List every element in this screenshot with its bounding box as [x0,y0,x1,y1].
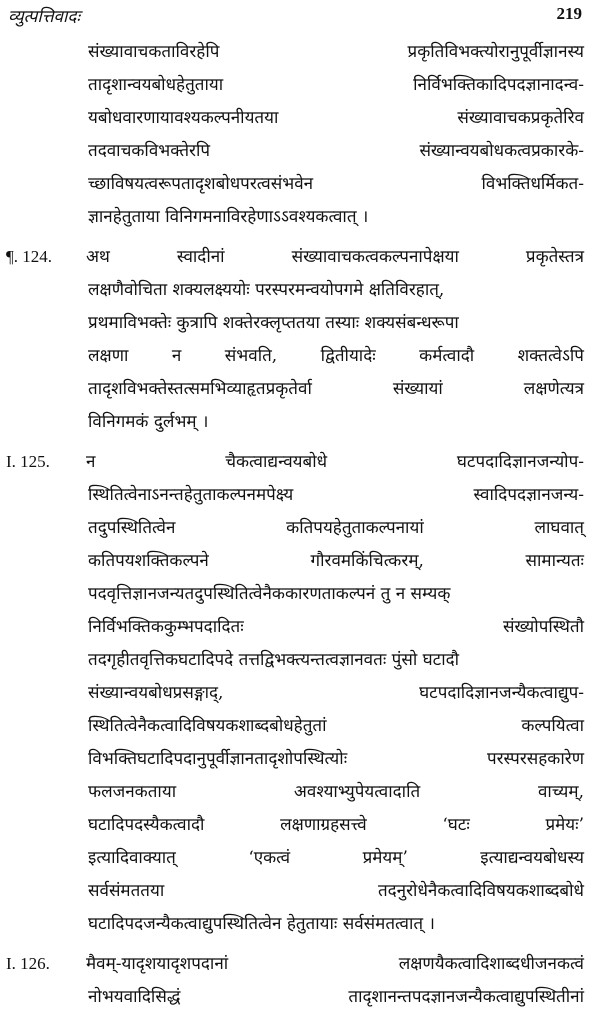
text-line [88,373,584,406]
word: संख्यान्वयबोधकत्वप्रकारके- [419,141,584,161]
word: इत्यादिवाक्यात् [88,848,176,868]
text-line [88,776,584,809]
running-head: व्युत्पत्तिवादः [8,7,80,27]
text-line [88,102,584,135]
word: द्वितीयादेः [320,346,376,366]
text-line [88,545,584,578]
word: तादृशानन्तपदज्ञानजन्यैकत्वाद्युपस्थितीनां [348,987,584,1007]
word: घटपदादिज्ञानजन्यैकत्वाद्युप- [419,683,584,703]
text-line [88,274,584,307]
word: विभक्तिधर्मिकत- [481,174,584,194]
text-line [88,677,584,710]
text-line [88,875,584,908]
word: प्रथमाविभक्तेः कुत्रापि शक्तेरक्लृप्ततया तस्याः शक्यसंबन्धरूपा [88,313,459,333]
word: ‘घटः [442,815,470,835]
word: तादृशान्वयबोधहेतुताया [88,75,224,95]
word: लक्षणैवोचिता शक्यलक्ष्ययोः परस्परमन्वयोपगमे क्षतिविरहात्, [88,280,445,300]
word: सामान्यतः [525,551,584,571]
text-line [88,710,584,743]
word: इत्याद्यन्वयबोधस्य [480,848,584,868]
word: लक्षणेत्यत्र [523,379,584,399]
text-line [88,201,584,234]
text-line [88,168,584,201]
word: प्रकृतिविभक्त्योरानुपूर्वीज्ञानस्य [407,42,584,62]
word: संख्यान्वयबोधप्रसङ्गाद्, [88,683,224,703]
page-header [8,4,582,32]
text-line [88,644,584,677]
word: मैवम्-यादृशयादृशपदानां [86,954,229,974]
word: अथ [86,247,110,267]
word: प्रकृतेस्तत्र [525,247,584,267]
word: घटादिपदजन्यैकत्वाद्युपस्थितित्वेन हेतुतायाः सर्वसंमतत्वात् । [88,914,435,934]
word: प्रमेयः’ [545,815,584,835]
word: संख्यावाचकताविरहेपि [88,42,220,62]
word: निर्विभक्तिककुम्भपदादितः [88,617,244,637]
text-line [6,445,584,479]
word: प्रमेयम्’ [362,848,408,868]
word: घटपदादिज्ञानजन्योप- [456,452,584,472]
page-body [0,36,600,1020]
word: कर्मत्वादौ [419,346,475,366]
text-line [6,240,584,274]
word: यबोधवारणायावश्यकल्पनीयतया [88,108,279,128]
word: संख्यावाचकत्वकल्पनापेक्षया [291,247,459,267]
word: निर्विभक्तिकादिपदज्ञानादन्व- [413,75,584,95]
word: कल्पयित्वा [521,716,584,736]
word: लक्षणाग्रहसत्त्वे [280,815,367,835]
word: चैकत्वाद्यन्वयबोधे [225,452,328,472]
page-number: 219 [556,4,582,23]
word: न [171,346,182,366]
paragraph-number: ¶. 124. [6,247,52,266]
word: शक्तत्वेऽपि [517,346,584,366]
word: फलजनकताया [88,782,177,802]
word: संभवति, [224,346,278,366]
paragraph-number: I. 126. [6,954,50,973]
word: तदुपस्थितित्वेन [88,518,176,538]
text-line [88,578,584,611]
word: तादृशविभक्तेस्तत्समभिव्याहृतप्रकृतेर्वा [88,379,312,399]
text-line [88,981,584,1014]
word: विनिगमकं दुर्लभम् । [88,412,209,432]
word: न [86,452,96,472]
text-line [88,135,584,168]
word: परस्परसहकारेण [486,749,584,769]
word: संख्यायां [392,379,443,399]
word: विभक्तिघटादिपदानुपूर्वीज्ञानतादृशोपस्थित्योः [88,749,348,769]
text-line [88,36,584,69]
text-line [6,947,584,981]
word: पदवृत्तिज्ञानजन्यतदुपस्थितित्वेनैककारणताकल्पनं तु न सम्यक् [88,584,451,604]
word: संख्योपस्थितौ [503,617,584,637]
text-line [88,611,584,644]
word: घटादिपदस्यैकत्वादौ [88,815,205,835]
word: लाघवात् [534,518,584,538]
text-line [88,908,584,941]
text-line [88,809,584,842]
word: स्वादिपदज्ञानजन्य- [473,485,584,505]
word: च्छाविषयत्वरूपतादृशबोधपरत्वसंभवेन [88,174,314,194]
text-line [88,743,584,776]
text-line [88,340,584,373]
word: कतिपयहेतुताकल्पनायां [286,518,424,538]
text-line [88,406,584,439]
word: ज्ञानहेतुताया विनिगमनाविरहेणाऽऽवश्यकत्वात् । [88,207,369,227]
word: सर्वसंमततया [88,881,165,901]
text-line [88,69,584,102]
text-line [88,842,584,875]
text-line [88,512,584,545]
word: स्वादीनां [176,247,225,267]
word: स्थितित्वेनैकत्वादिविषयकशाब्दबोधहेतुतां [88,716,327,736]
paragraph [0,445,600,941]
word: लक्षणा [88,346,129,366]
paragraph [0,947,600,1014]
word: अवश्याभ्युपेयत्वादाति [293,782,421,802]
paragraph-number: I. 125. [6,452,50,471]
text-line [88,307,584,340]
word: ‘एकत्वं [248,848,291,868]
word: लक्षणयैकत्वादिशाब्दधीजनकत्वं [398,954,584,974]
word: तदनुरोधेनैकत्वादिविषयकशाब्दबोधे [377,881,584,901]
word: तदवाचकविभक्तेरपि [88,141,211,161]
word: तदगृहीतवृत्तिकघटादिपदे तत्तद्विभक्त्यन्तत्वज्ञानवतः पुंसो घटादौ [88,650,460,670]
word: कतिपयशक्तिकल्पने [88,551,209,571]
text-line [88,479,584,512]
paragraph [0,36,600,234]
word: स्थितित्वेनाऽनन्तहेतुताकल्पनमपेक्ष्य [88,485,294,505]
word: गौरवमकिंचित्करम्, [310,551,424,571]
word: वाच्यम्, [537,782,584,802]
word: नोभयवादिसिद्धं [88,987,181,1007]
word: संख्यावाचकप्रकृतेरिव [457,108,584,128]
paragraph [0,240,600,439]
